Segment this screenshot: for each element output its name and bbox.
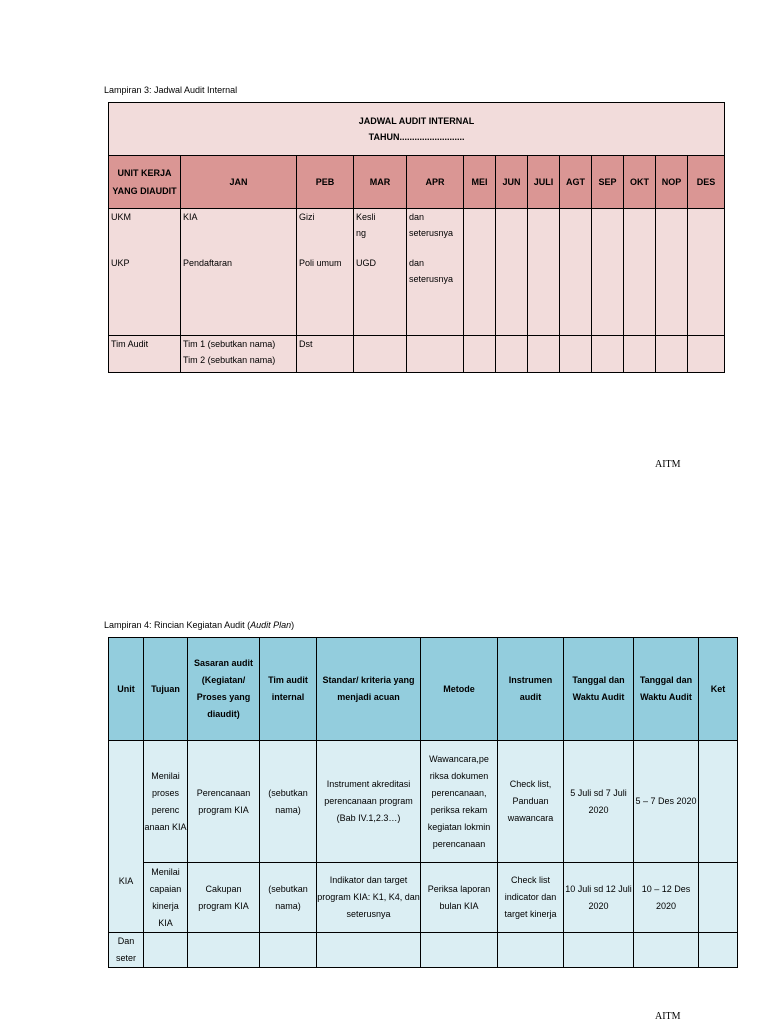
table-row (109, 933, 738, 968)
sasaran-cell: Perencanaan program KIA (188, 741, 260, 863)
tim-audit-label: Tim Audit (111, 339, 149, 349)
standar-cell: Indikator dan target program KIA: K1, K4, dan seterusnya (317, 863, 421, 933)
header-unit-kerja: UNIT KERJA YANG DIAUDIT (109, 156, 181, 209)
header-metode: Metode (421, 638, 498, 741)
instrumen-cell: Check list, Panduan wawancara (498, 741, 564, 863)
header-tujuan: Tujuan (144, 638, 188, 741)
instrumen-cell: Check list indicator dan target kinerja (498, 863, 564, 933)
jan-cell: KIA Pendaftaran (181, 209, 297, 336)
table-title (109, 103, 725, 156)
tim-cell: (sebutkan nama) (260, 741, 317, 863)
table-title-line1: JADWAL AUDIT INTERNAL (358, 116, 475, 126)
header-mei: MEI (464, 156, 496, 209)
footer-aitm-2: AITM (655, 1011, 681, 1022)
unit-kia: KIA (109, 741, 144, 933)
unit-dan-seter: Dan seter (109, 933, 144, 968)
header-jan: JAN (181, 156, 297, 209)
tanggal2-cell: 10 – 12 Des 2020 (634, 863, 699, 933)
header-instrumen: Instrumen audit (498, 638, 564, 741)
mar-cell: Kesli ng UGD (354, 209, 407, 336)
standar-cell: Instrument akreditasi perencanaan program (Bab IV.1,2.3…) (317, 741, 421, 863)
tim-2: Tim 2 (sebutkan nama) (183, 355, 276, 365)
tim-dst: Dst (299, 339, 313, 349)
tim-1: Tim 1 (sebutkan nama) (183, 339, 276, 349)
unit-cell: UKM UKP (109, 209, 181, 336)
header-sasaran: Sasaran audit (Kegiatan/ Proses yang diaudit) (188, 638, 260, 741)
header-agt: AGT (560, 156, 592, 209)
header-tim-audit: Tim audit internal (260, 638, 317, 741)
sasaran-cell: Cakupan program KIA (188, 863, 260, 933)
header-ket: Ket (699, 638, 738, 741)
header-sep: SEP (592, 156, 624, 209)
apr-cell: dan seterusnya dan seterusnya (407, 209, 464, 336)
table-row (109, 336, 725, 373)
table-title-line2: TAHUN.......................... (368, 132, 465, 142)
header-jun: JUN (496, 156, 528, 209)
audit-plan-table (108, 637, 738, 968)
header-mar: MAR (354, 156, 407, 209)
tujuan-cell: Menilai capaian kinerja KIA (144, 863, 188, 933)
tanggal1-cell: 10 Juli sd 12 Juli 2020 (564, 863, 634, 933)
tim-cell: (sebutkan nama) (260, 863, 317, 933)
header-peb: PEB (297, 156, 354, 209)
header-standar: Standar/ kriteria yang menjadi acuan (317, 638, 421, 741)
ket-cell (699, 863, 738, 933)
header-tanggal-1: Tanggal dan Waktu Audit (564, 638, 634, 741)
caption-lampiran-4: Lampiran 4: Rincian Kegiatan Audit (Audit Plan) (104, 620, 295, 630)
table-row (109, 863, 738, 933)
tujuan-cell: Menilai proses perenc anaan KIA (144, 741, 188, 863)
metode-cell: Wawancara,pe riksa dokumen perencanaan, periksa rekam kegiatan lokmin perencanaan (421, 741, 498, 863)
header-okt: OKT (624, 156, 656, 209)
header-apr: APR (407, 156, 464, 209)
table-row (109, 741, 738, 863)
ket-cell (699, 741, 738, 863)
peb-cell: Gizi Poli umum (297, 209, 354, 336)
caption-lampiran-3: Lampiran 3: Jadwal Audit Internal (104, 85, 238, 95)
jadwal-audit-table (108, 102, 725, 373)
header-tanggal-2: Tanggal dan Waktu Audit (634, 638, 699, 741)
table-row (109, 209, 725, 336)
header-unit: Unit (109, 638, 144, 741)
header-juli: JULI (528, 156, 560, 209)
header-des: DES (688, 156, 725, 209)
header-nop: NOP (656, 156, 688, 209)
tanggal1-cell: 5 Juli sd 7 Juli 2020 (564, 741, 634, 863)
footer-aitm-1: AITM (655, 459, 681, 470)
tanggal2-cell: 5 – 7 Des 2020 (634, 741, 699, 863)
metode-cell: Periksa laporan bulan KIA (421, 863, 498, 933)
